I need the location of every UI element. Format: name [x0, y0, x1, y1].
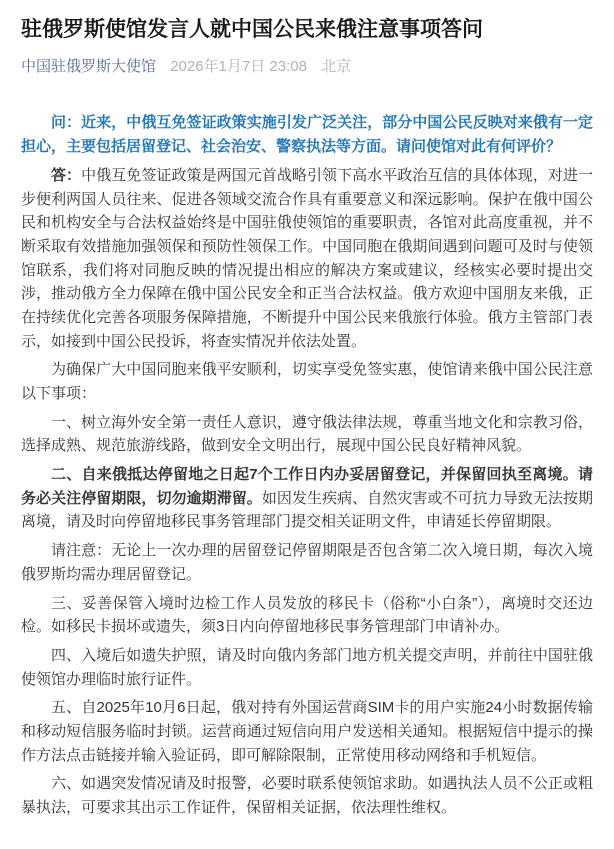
- question-paragraph: [21, 111, 593, 158]
- page-title: 驻俄罗斯使馆发言人就中国公民来俄注意事项答问: [21, 18, 483, 41]
- publish-datetime: 2026年1月7日 23:08: [170, 58, 307, 76]
- item-5-text: 五、自2025年10月6日起，俄对持有外国运营商SIM卡的用户实施24小时数据传输和移动短信服务临时封锁。运营商通过短信向用户发送相关通知。根据短信中提示的操作方法点击链接并输入验证码，即可解除限制，正常使用移动网络和手机短信。: [21, 699, 593, 764]
- registration-note-text: 请注意：无论上一次办理的居留登记停留期限是否包含第二次入境日期，每次入境俄罗斯均需办理居留登记。: [21, 542, 593, 583]
- article-body: [21, 111, 593, 819]
- item-1-text: 一、树立海外安全第一责任人意识，遵守俄法律法规，尊重当地文化和宗教习俗，选择成熟、规范旅游线路，做到安全文明出行，展现中国公民良好精神风貌。: [21, 413, 593, 455]
- article-meta: [21, 57, 593, 77]
- item-2-bold-text: 二、自来俄抵达停留地之日起7个工作日内办妥居留登记，并保留回执至离境。请务必关注停留期限，切勿逾期滞留。: [21, 466, 593, 507]
- answer-label: 答：: [51, 166, 82, 184]
- account-name-link[interactable]: 中国驻俄罗斯大使馆: [21, 58, 157, 76]
- publish-location: 北京: [321, 58, 352, 76]
- item-1-paragraph: [21, 411, 593, 458]
- item-4-text: 四、入境后如遗失护照，请及时向俄内务部门地方机关提交声明，并前往中国驻俄使领馆办理临时旅行证件。: [21, 646, 593, 688]
- item-4-paragraph: [21, 644, 593, 691]
- item-6-paragraph: [21, 772, 593, 819]
- item-5-paragraph: [21, 696, 593, 767]
- item-2-paragraph: [21, 463, 593, 534]
- item-3-text: 三、妥善保管入境时边检工作人员发放的移民卡（俗称“小白条”），离境时交还边检。如移民卡损坏或遗失，须3日内向停留地移民事务管理部门申请补办。: [21, 594, 593, 636]
- notice-intro-paragraph: [21, 358, 593, 405]
- item-3-paragraph: [21, 592, 593, 639]
- registration-note-paragraph: [21, 539, 593, 586]
- item-6-text: 六、如遇突发情况请及时报警，必要时联系使领馆求助。如遇执法人员不公正或粗暴执法，可要求其出示工作证件，保留相关证据，依法理性维权。: [21, 775, 593, 816]
- question-text: 问：近来，中俄互免签证政策实施引发广泛关注，部分中国公民反映对来俄有一定担心，主要包括居留登记、社会治安、警察执法等方面。请问使馆对此有何评价？: [21, 114, 593, 156]
- answer-paragraph: [21, 164, 593, 354]
- item-2-text: 如因发生疾病、自然灾害或不可抗力导致无法按期离境，请及时向停留地移民事务管理部门提交相关证明文件，申请延长停留期限。: [21, 489, 593, 531]
- answer-text: 中俄互免签证政策是两国元首战略引领下高水平政治互信的具体体现，对进一步便利两国人员往来、促进各领域交流合作具有重要意义和深远影响。保护在俄中国公民和机构安全与合法权益始终是中国驻俄使领馆的重要职责，各馆对此高度重视，并不断采取有效措施加强领保和预防性领保工作。中国同胞在俄期间遇到问题可及时与使领馆联系，我们将对同胞反映的情况提出相应的解决方案或建议，经核实必要时提出交涉，推动俄方全力保障在俄中国公民安全和正当合法权益。俄方欢迎中国朋友来俄，正在持续优化完善各项服务保障措施，不断提升中国公民来俄旅行体验。俄方主管部门表示，如接到中国公民投诉，将查实情况并依法处置。: [21, 166, 593, 350]
- notice-intro-text: 为确保广大中国同胞来俄平安顺利，切实享受免签实惠，使馆请来俄中国公民注意以下事项：: [21, 361, 593, 402]
